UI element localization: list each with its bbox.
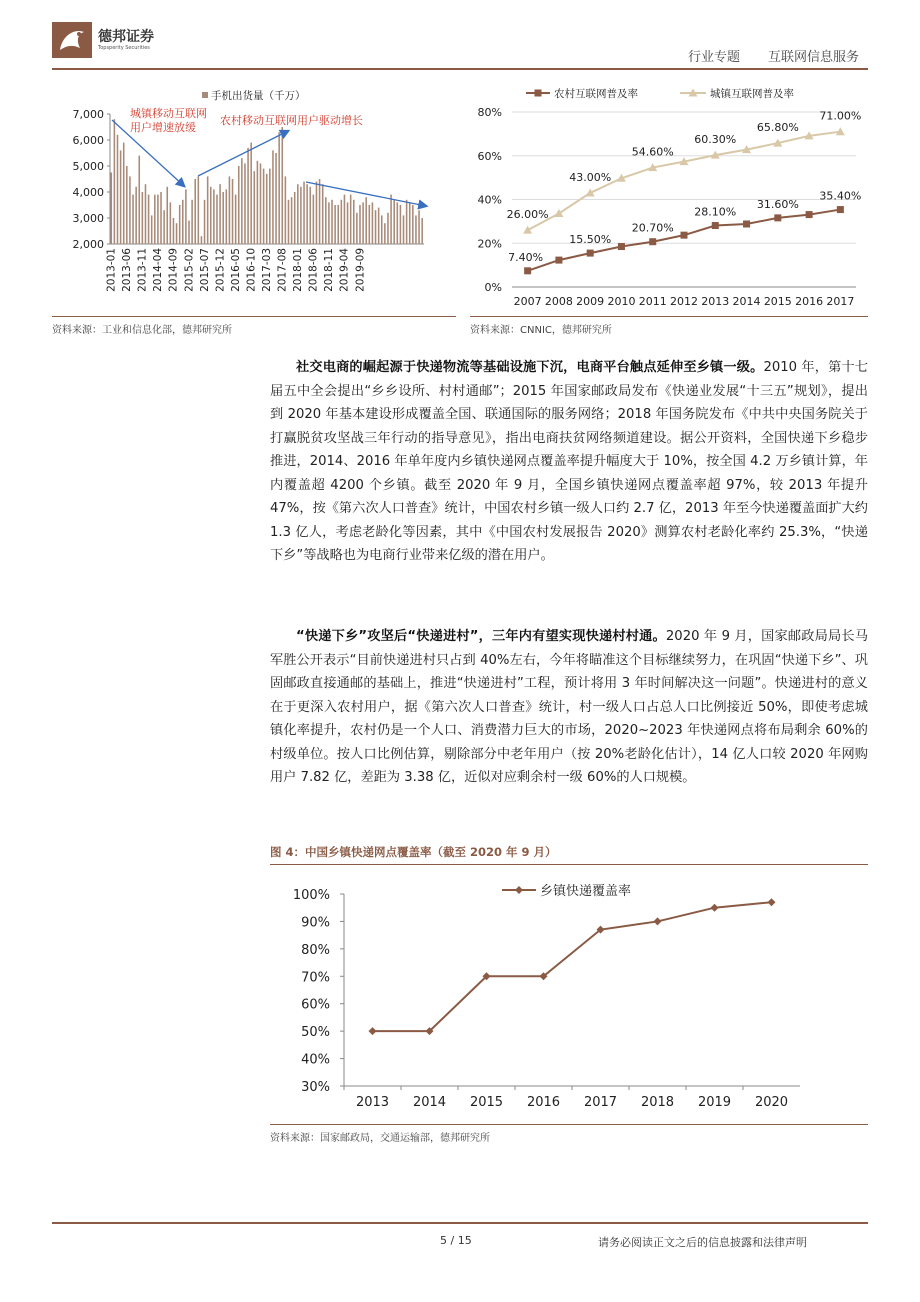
chart1-bar [297,184,299,244]
chart1-bar [341,200,343,244]
paragraph1-body: 2010 年，第十七届五中全会提出“乡乡设所、村村通邮”；2015 年国家邮政局发布《快递业发展“十三五”规划》，提出到 2020 年基本建设形成覆盖全国、联通国际的服务网络；2018 年国务院发布《中共中央国务院关于打赢脱贫攻坚战三年行动的指导意见》，指出电商扶贫网络频道建设。据公开资料，全国快递下乡稳步推进，2014、2016 年单年度内乡镇快递网点覆盖率提升幅度大于 10%，按全国 4.2 万乡镇计算，年内覆盖超 4200 个乡镇。截至 2020 年 9 月，全国乡镇快递网点覆盖率超 97%，较 2013 年提升 47%，按《第六次人口普查》统计，中国农村乡镇一级人口约 2.7 亿，2013 年至今快递覆盖面扩大约 1.3 亿人，考虑老龄化等因素，其中《中国农村发展报告 2020》测算农村老龄化率约 25.3%，“快递下乡”等战略也为电商行业带来亿级的潜在用户。 [270,360,868,563]
chart1-bar [247,148,249,244]
chart2-urban-data-label: 60.30% [694,133,737,147]
chart1-bar [201,236,203,244]
chart3-x-tick-label: 2019 [697,1095,732,1110]
chart2-x-tick-label: 2015 [763,295,792,308]
paragraph2-lead: “快递下乡”攻坚后“快递进村”，三年内有望实现快递村村通。 [296,629,666,644]
chart1-x-tick-label: 2015-12 [214,248,227,292]
chart1-bar [123,143,125,244]
chart1-bar [316,182,318,244]
chart2-y-tick-label: 0% [484,281,502,294]
chart1-x-tick-label: 2014-04 [152,248,165,292]
chart2-point-rural [712,222,719,229]
chart1-bar [176,223,178,244]
chart1-x-tick-label: 2017-03 [261,248,273,292]
chart2-point-rural [649,238,656,245]
chart3-y-tick-label: 40% [301,1052,330,1068]
chart2-point-rural [618,243,625,250]
chart1-bar [403,215,405,244]
chart2-x-tick-label: 2012 [670,295,698,308]
logo-icon [52,22,92,58]
chart1-bar [129,176,131,244]
chart1-bar [269,169,271,244]
chart3-y-tick-label: 50% [301,1025,330,1041]
chart1-annotation-rural: 农村移动互联网用户驱动增长 [220,114,363,127]
chart1-bar [303,182,305,244]
chart2-urban-data-label: 71.00% [819,109,862,123]
chart3-x-tick-label: 2016 [526,1095,561,1110]
chart1-bar [160,192,162,244]
chart1-bar [132,195,134,244]
chart1-bar [126,166,128,244]
chart2-legend-rural-marker [535,90,542,97]
chart1-trend-arrow [198,131,288,176]
chart2-y-tick-label: 60% [477,149,502,163]
chart1-bar [381,215,383,244]
chart1-x-tick-label: 2016-05 [229,248,242,292]
chart1-bar [278,132,280,244]
chart1-x-tick-label: 2018-06 [307,248,320,292]
chart1-y-tick-label: 6,000 [72,134,104,147]
chart2-point-rural [774,214,781,221]
header-category: 行业专题 [688,50,741,65]
chart3-x-tick-label: 2020 [754,1095,789,1110]
chart1-bar [291,197,293,244]
chart3-y-tick-label: 80% [301,942,330,958]
chart1-bar [300,187,302,244]
figure4-source: 资料来源：国家邮政局，交通运输部，德邦研究所 [270,1133,490,1144]
chart2-y-tick-label: 80% [477,106,502,119]
chart1-source: 资料来源：工业和信息化部，德邦研究所 [52,325,232,336]
chart2-y-tick-label: 20% [477,237,502,251]
page-number: 5 / 15 [440,1234,472,1247]
chart1-bar [393,200,395,244]
chart1-bar [275,153,277,244]
chart1-bar [185,189,187,244]
chart3-x-tick-label: 2017 [583,1095,618,1110]
chart1-bar [216,195,218,244]
chart3-x-tick-label: 2014 [412,1095,447,1110]
chart2-x-tick-label: 2009 [576,295,605,308]
chart1-bar [266,174,268,244]
chart1-bar [257,161,259,244]
chart3-point [369,1027,377,1035]
chart2-rural-data-label: 20.70% [631,221,674,235]
chart1-bar [151,215,153,244]
chart2-rural-data-label: 35.40% [819,189,862,203]
chart3-point [711,904,719,912]
chart2-rural-data-label: 31.60% [756,197,799,211]
chart1-x-tick-label: 2013-01 [105,248,118,292]
chart2-point-rural [806,211,813,218]
footer-disclaimer: 请务必阅读正文之后的信息披露和法律声明 [598,1236,807,1249]
chart1-bar [244,163,246,244]
chart1-x-tick-label: 2015-02 [183,248,196,292]
logo [52,22,182,60]
figure4-source-rule [270,1124,868,1125]
chart1-x-tick-label: 2015-07 [198,248,211,292]
chart2-urban-data-label: 43.00% [569,170,612,184]
chart3-y-tick-label: 60% [301,997,330,1013]
chart3-legend-label: 乡镇快递覆盖率 [540,884,632,899]
chart1-bar [397,202,399,244]
chart1-bar [154,195,156,244]
chart1-bar [142,192,144,244]
chart1-bar [182,200,184,244]
chart1-y-tick-label: 2,000 [72,238,104,251]
chart1-legend-label: 手机出货量（千万） [211,90,306,102]
chart2-x-tick-label: 2016 [795,295,824,308]
chart2-legend-urban-label: 城镇互联网普及率 [710,88,794,100]
chart1-x-tick-label: 2013-06 [121,248,134,292]
chart1-bar [337,205,339,244]
chart1-bar [111,173,113,245]
chart1-bar [325,197,327,244]
chart2-urban-data-label: 26.00% [506,208,549,222]
chart1-bar [204,200,206,244]
chart1-bar [421,218,423,244]
chart2-x-tick-label: 2010 [607,295,636,308]
chart1-bar [369,205,371,244]
chart1-bar [254,171,256,244]
chart1-bar [238,166,240,244]
chart2-point-rural [837,206,844,213]
chart2-point-rural [555,257,562,264]
chart1-bar [263,169,265,244]
paragraph1-lead: 社交电商的崛起源于快递物流等基础设施下沉，电商平台触点延伸至乡镇一级。 [296,360,764,375]
chart2-urban-data-label: 54.60% [631,145,674,159]
chart1-x-tick-label: 2019-04 [338,248,351,292]
chart1-bar [378,208,380,244]
chart1-bar [188,221,190,244]
chart1-bar [157,195,159,244]
chart1-y-tick-label: 4,000 [72,186,104,199]
chart1-bar [207,176,209,244]
chart1-bar [173,218,175,244]
chart3-point [654,917,662,925]
chart1-bar [390,195,392,244]
chart1-bar [344,195,346,244]
chart1-bar [117,135,119,244]
chart1-source-rule [52,316,456,317]
chart1-bar [309,187,311,244]
chart1-bar [372,202,374,244]
chart1-bar [138,156,140,244]
chart1-bar [334,205,336,244]
internet-penetration-chart [470,76,870,316]
chart1-bar [281,127,283,244]
chart1-x-tick-label: 2016-10 [245,248,258,292]
chart1-bar [356,213,358,244]
chart2-point-rural [681,232,688,239]
chart2-legend-rural-label: 农村互联网普及率 [554,88,638,100]
figure4-title: 图 4：中国乡镇快递网点覆盖率（截至 2020 年 9 月） [270,845,557,859]
chart1-bar [359,205,361,244]
township-express-coverage-chart [270,870,868,1120]
chart3-y-tick-label: 100% [292,888,330,903]
chart1-bar [145,184,147,244]
chart3-series-line [373,902,772,1031]
chart1-bar [406,200,408,244]
chart1-bar [241,158,243,244]
phone-shipments-chart [52,76,460,316]
chart1-x-tick-label: 2018-11 [323,248,336,292]
chart1-x-tick-label: 2017-08 [276,248,289,292]
chart1-bar [148,195,150,244]
chart2-x-tick-label: 2014 [732,295,761,308]
chart1-bar [135,187,137,244]
chart1-bar [166,187,168,244]
chart1-bar [387,213,389,244]
chart1-bar [163,210,165,244]
chart1-bar [412,205,414,244]
chart1-annotation-urban-line2: 用户增速放缓 [130,121,196,134]
chart1-bar [250,143,252,244]
chart2-y-tick-label: 40% [477,193,502,207]
chart1-bar [328,202,330,244]
chart2-rural-data-label: 15.50% [569,233,612,247]
chart2-x-tick-label: 2017 [826,295,855,308]
chart1-bar [235,195,237,244]
chart1-bar [313,195,315,244]
chart1-bar [375,210,377,244]
chart1-bar [400,205,402,244]
chart2-source: 资料来源：CNNIC，德邦研究所 [470,325,612,336]
chart2-point-rural [587,250,594,257]
chart2-x-tick-label: 2011 [638,295,667,308]
chart1-bar [415,215,417,244]
chart3-x-tick-label: 2018 [640,1095,675,1110]
chart1-bar [409,202,411,244]
chart2-x-tick-label: 2013 [701,295,730,308]
chart1-x-tick-label: 2014-09 [167,248,180,292]
chart2-point-rural [524,267,531,274]
chart1-bar [229,176,231,244]
footer-rule [52,1222,868,1224]
chart1-annotation-urban: 城镇移动互联网 [130,107,207,120]
chart1-x-tick-label: 2018-01 [292,248,305,292]
logo-name: 德邦证券 [98,29,154,45]
chart2-urban-data-label: 65.80% [756,121,799,135]
chart1-x-tick-label: 2013-11 [136,248,149,292]
chart3-point [768,898,776,906]
chart1-bar [170,202,172,244]
chart2-x-tick-label: 2008 [544,295,573,308]
chart2-rural-data-label: 28.10% [694,205,737,219]
chart1-bar [353,200,355,244]
header-sector: 互联网信息服务 [768,50,860,65]
paragraph2-body: 2020 年 9 月，国家邮政局局长马军胜公开表示“目前快递进村只占到 40%左右，今年将瞄准这个目标继续努力，在巩固“快递下乡”、巩固邮政直接通邮的基础上，推进“快递进村”工程，预计将用 3 年时间解决这一问题”。快递进村的意义在于更深入农村用户，据《第六次人口普查》统计，村一级人口占总人口比例接近 50%，即使考虑城镇化率提升，农村仍是一个人口、消费潜力巨大的市场，2020~2023 年快递网点将布局剩余 60%的村级单位。按人口比例估算，剔除部分中老年用户（按 20%老龄化估计），14 亿人口较 2020 年网购用户 7.82 亿，差距为 3.38 亿，近似对应剩余村一级 60%的人口规模。 [270,629,869,785]
chart1-x-tick-label: 2019-09 [354,248,367,292]
chart1-bar [232,179,234,244]
header-rule [52,68,868,70]
chart1-bar [285,176,287,244]
chart1-bar [365,197,367,244]
chart1-bar [347,202,349,244]
chart1-bar [331,200,333,244]
chart1-bar [272,150,274,244]
chart1-legend-swatch [202,92,208,98]
chart1-bar [210,187,212,244]
chart1-bar [350,195,352,244]
chart1-bar [114,119,116,244]
chart1-bar [319,179,321,244]
chart1-bar [322,184,324,244]
chart2-point-urban [523,226,532,234]
chart1-bar [213,189,215,244]
chart1-bar [191,200,193,244]
chart1-y-tick-label: 7,000 [72,108,104,121]
chart2-x-tick-label: 2007 [513,295,542,308]
chart1-bar [198,176,200,244]
chart3-y-tick-label: 30% [301,1080,330,1095]
chart1-bar [120,150,122,244]
figure4-title-rule [270,864,868,865]
chart3-x-tick-label: 2015 [469,1095,504,1110]
paragraph-ecommerce-infrastructure [270,356,868,568]
chart2-source-rule [470,316,868,317]
chart3-x-tick-label: 2013 [355,1095,390,1110]
chart1-bar [194,179,196,244]
chart1-bar [219,184,221,244]
chart1-y-tick-label: 5,000 [72,160,104,173]
paragraph-express-village [270,625,868,790]
chart1-bar [362,202,364,244]
chart1-bar [294,192,296,244]
chart3-y-tick-label: 90% [301,915,330,931]
chart1-bar [288,200,290,244]
chart2-point-urban [554,209,563,217]
chart1-bar [418,210,420,244]
chart2-rural-data-label: 7.40% [508,250,544,264]
logo-english: Topsperity Securities [98,45,150,51]
chart1-bar [306,184,308,244]
chart3-y-tick-label: 70% [301,970,330,986]
chart1-bar [226,189,228,244]
chart1-bar [260,163,262,244]
chart3-legend-marker [515,886,523,894]
chart1-y-tick-label: 3,000 [72,212,104,225]
chart1-bar [179,205,181,244]
chart1-bar [384,223,386,244]
chart1-bar [222,192,224,244]
chart2-point-rural [743,221,750,228]
